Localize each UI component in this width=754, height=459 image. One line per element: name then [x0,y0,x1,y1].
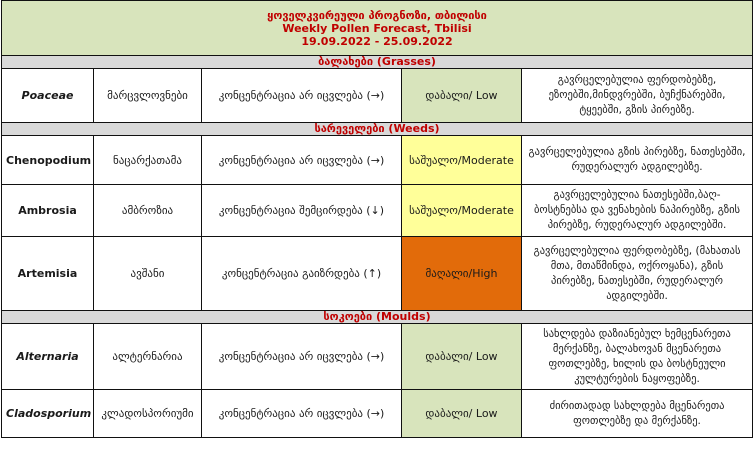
pollen-level-moderate: საშუალო/Moderate [402,185,522,237]
distribution-description: ძირითადად სახლდება მცენარეთა ფოთლებზე და მერქანზე. [522,390,753,438]
taxon-name: Chenopodium [2,136,94,185]
table-row [2,237,753,311]
table-row [2,69,753,123]
taxon-name: Ambrosia [2,185,94,237]
pollen-level-moderate: საშუალო/Moderate [402,136,522,185]
section-header-moulds [2,311,753,324]
date-range: 19.09.2022 - 25.09.2022 [301,34,453,48]
concentration-trend: კონცენტრაცია შემცირდება (↓) [202,185,402,237]
distribution-description: გავრცელებულია გზის პირებზე, ნათესებში, რუდერალურ ადგილებზე. [522,136,753,185]
georgian-name: კლადოსპორიუმი [94,390,202,438]
title-english: Weekly Pollen Forecast, Tbilisi [282,21,472,35]
georgian-name: მარცვლოვნები [94,69,202,123]
section-header-grasses [2,56,753,69]
taxon-name: Poaceae [2,69,94,123]
concentration-trend: კონცენტრაცია არ იცვლება (→) [202,69,402,123]
concentration-trend: კონცენტრაცია გაიზრდება (↑) [202,237,402,311]
distribution-description: სახლდება დაზიანებულ ხემცენარეთა მერქანზე, ბალახოვან მცენარეთა ფოთლებზე, ხილის და ბოსტნეული კულტურების ნაყოფებზე. [522,324,753,390]
pollen-level-low: დაბალი/ Low [402,324,522,390]
table-row [2,185,753,237]
concentration-trend: კონცენტრაცია არ იცვლება (→) [202,324,402,390]
taxon-name: Alternaria [2,324,94,390]
pollen-level-low: დაბალი/ Low [402,69,522,123]
distribution-description: გავრცელებულია ფერდობებზე, (მახათას მთა, მთაწმინდა, ოქროყანა), გზის პირებზე, ნათესებში, რუდერალურ ადგილებში. [522,237,753,311]
table-row [2,390,753,438]
forecast-table [1,0,753,438]
section-title: სარეველები (Weeds) [2,123,753,136]
georgian-name: ალტერნარია [94,324,202,390]
distribution-description: გავრცელებულია ნათესებში,ბაღ-ბოსტნებსა და ვენახების ნაპირებზე, გზის პირებზე, რუდერალურ ადგილებში. [522,185,753,237]
distribution-description: გავრცელებულია ფერდობებზე, ეზოებში,მინდვრებში, ბუჩქნარებში, ტყეებში, გზის პირებზე. [522,69,753,123]
pollen-level-low: დაბალი/ Low [402,390,522,438]
table-row [2,324,753,390]
taxon-name: Cladosporium [2,390,94,438]
georgian-name: ნაცარქათამა [94,136,202,185]
section-header-weeds [2,123,753,136]
pollen-level-high: მაღალი/High [402,237,522,311]
taxon-name: Artemisia [2,237,94,311]
section-title: სოკოები (Moulds) [2,311,753,324]
pollen-forecast-sheet [1,0,752,458]
table-row [2,136,753,185]
forecast-header [2,1,753,56]
georgian-name: ამბროზია [94,185,202,237]
concentration-trend: კონცენტრაცია არ იცვლება (→) [202,390,402,438]
title-georgian: ყოველკვირეული პროგნოზი, თბილისი [267,8,487,22]
section-title: ბალახები (Grasses) [2,56,753,69]
georgian-name: ავშანი [94,237,202,311]
concentration-trend: კონცენტრაცია არ იცვლება (→) [202,136,402,185]
